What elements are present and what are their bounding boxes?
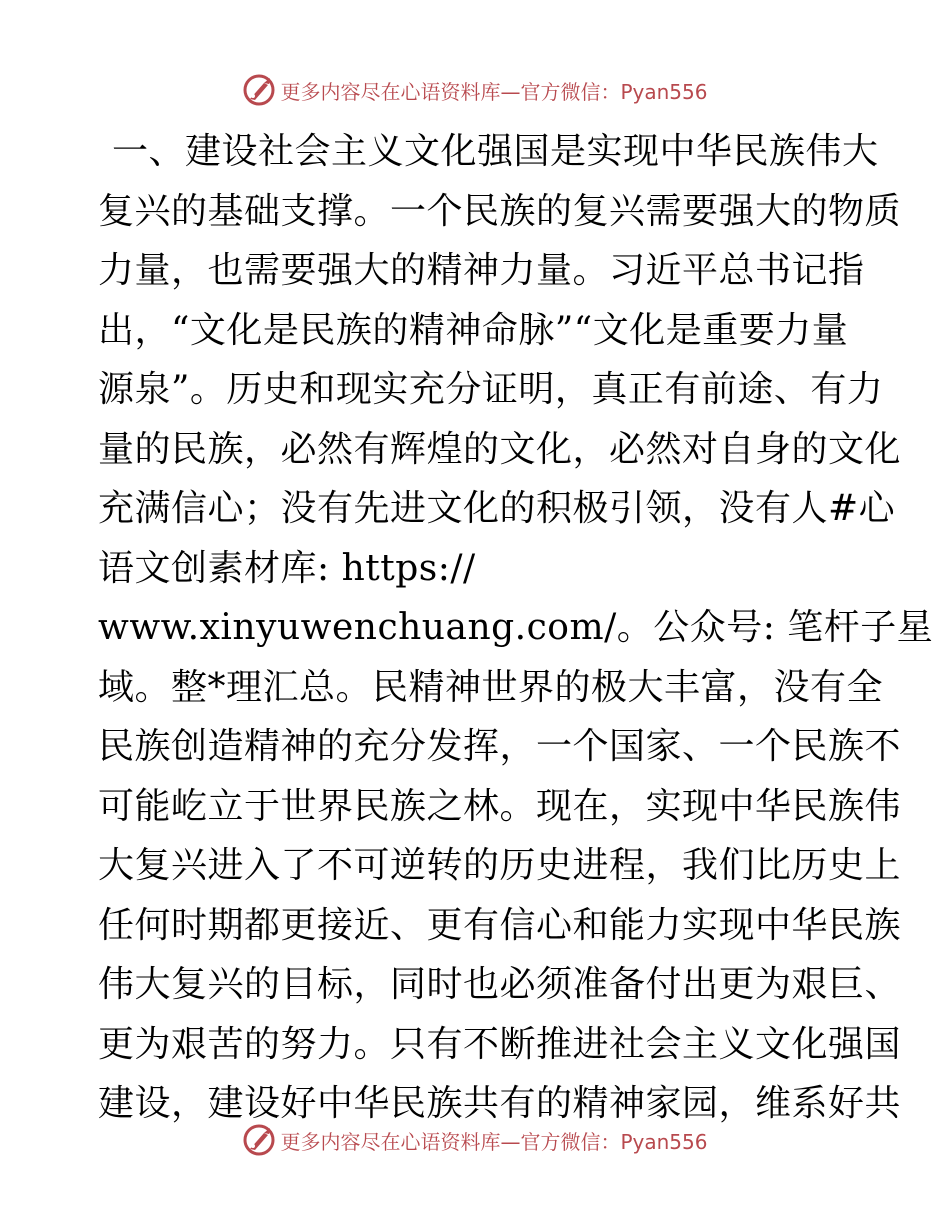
body-line: 复兴的基础支撑。一个民族的复兴需要强大的物质 [98,190,902,232]
body-line: 一、建设社会主义文化强国是实现中华民族伟大 [112,131,879,172]
header-banner-dash: — [500,79,521,104]
quill-pen-logo-icon [242,1123,276,1157]
body-line: 源泉”。历史和现实充分证明，真正有前途、有力 [98,369,884,410]
header-banner-wechat: 官方微信：Pyan556 [520,79,708,104]
footer-banner-dash: — [500,1129,521,1154]
header-banner-text [280,76,707,105]
body-line: 力量，也需要强大的精神力量。习近平总书记指 [98,250,865,291]
document-body [98,122,934,1134]
body-line: 民族创造精神的充分发挥，一个国家、一个民族不 [98,726,902,767]
body-line: 大复兴进入了不可逆转的历史进程，我们比历史上 [98,845,902,886]
body-line: 语文创素材库: https:// [98,547,476,589]
footer-banner-text [280,1126,707,1155]
header-banner [0,70,950,110]
body-line: 建设，建设好中华民族共有的精神家园，维系好共 [98,1083,902,1124]
body-line: 伟大复兴的目标，同时也必须准备付出更为艰巨、 [98,964,902,1005]
body-line: 更为艰苦的努力。只有不断推进社会主义文化强国 [98,1023,902,1065]
footer-banner-wechat: 官方微信：Pyan556 [520,1129,708,1154]
body-line: 可能屹立于世界民族之林。现在，实现中华民族伟 [98,785,902,827]
body-line: 出，“文化是民族的精神命脉”“文化是重要力量 [98,309,849,351]
header-banner-title: 更多内容尽在心语资料库 [280,79,501,104]
footer-banner [0,1120,950,1160]
body-line: www.xinyuwenchuang.com/。公众号: 笔杆子星 [98,607,934,648]
body-line: 域。整*理汇总。民精神世界的极大丰富，没有全 [98,666,884,708]
body-line: 任何时期都更接近、更有信心和能力实现中华民族 [98,904,902,946]
body-line: 量的民族，必然有辉煌的文化，必然对自身的文化 [98,428,902,470]
body-line: 充满信心；没有先进文化的积极引领，没有人#心 [98,488,896,529]
quill-pen-logo-icon [242,73,276,107]
footer-banner-title: 更多内容尽在心语资料库 [280,1129,501,1154]
